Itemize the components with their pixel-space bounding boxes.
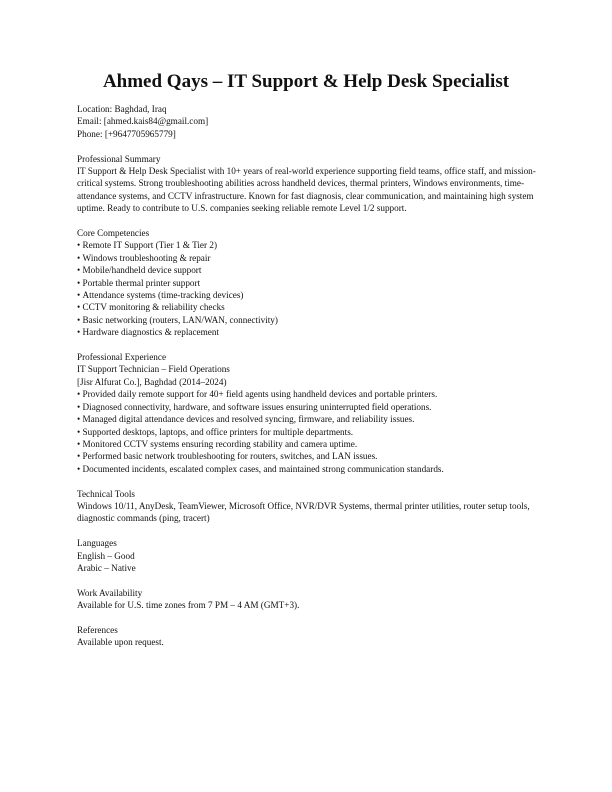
availability-section xyxy=(77,587,547,612)
list-item: • Remote IT Support (Tier 1 & Tier 2) xyxy=(77,239,547,251)
section-heading: Core Competencies xyxy=(77,228,150,239)
contact-location: Location: Baghdad, Iraq xyxy=(77,104,167,114)
list-item: • Performed basic network troubleshooting for routers, switches, and LAN issues. xyxy=(77,450,547,462)
list-item: • Provided daily remote support for 40+ field agents using handheld devices and portable printers. xyxy=(77,388,547,400)
contact-section xyxy=(77,103,547,140)
resume-body xyxy=(77,103,547,649)
experience-list xyxy=(77,388,547,475)
list-item: • Portable thermal printer support xyxy=(77,277,547,289)
page-title: Ahmed Qays – IT Support & Help Desk Specialist xyxy=(102,71,510,92)
competencies-section xyxy=(77,227,547,339)
list-item: • Mobile/handheld device support xyxy=(77,264,547,276)
section-heading: References xyxy=(77,624,118,635)
list-item: • Supported desktops, laptops, and office printers for multiple departments. xyxy=(77,426,547,438)
list-item: • Attendance systems (time-tracking devices) xyxy=(77,289,547,301)
references-section xyxy=(77,624,547,649)
language-item: Arabic – Native xyxy=(77,562,136,573)
list-item: • CCTV monitoring & reliability checks xyxy=(77,301,547,313)
experience-section xyxy=(77,351,547,475)
tools-section xyxy=(77,488,547,525)
contact-phone: Phone: [+9647705965779] xyxy=(77,128,176,139)
experience-role: IT Support Technician – Field Operations xyxy=(77,364,230,375)
section-heading: Technical Tools xyxy=(77,488,135,499)
list-item: • Diagnosed connectivity, hardware, and software issues ensuring uninterrupted field operations. xyxy=(77,401,547,413)
competencies-list xyxy=(77,239,547,338)
list-item: • Monitored CCTV systems ensuring recording stability and camera uptime. xyxy=(77,438,547,450)
list-item: • Hardware diagnostics & replacement xyxy=(77,326,547,338)
list-item: • Basic networking (routers, LAN/WAN, connectivity) xyxy=(77,314,547,326)
section-heading: Languages xyxy=(77,538,117,549)
list-item: • Managed digital attendance devices and resolved syncing, firmware, and reliability issues. xyxy=(77,413,547,425)
references-text: Available upon request. xyxy=(77,637,164,648)
section-heading: Professional Summary xyxy=(77,153,161,164)
tools-text: Windows 10/11, AnyDesk, TeamViewer, Microsoft Office, NVR/DVR Systems, thermal printer utilities, router setup tools, diagnostic commands (ping, tracert) xyxy=(77,500,530,524)
section-heading: Work Availability xyxy=(77,587,143,598)
summary-text: IT Support & Help Desk Specialist with 10+ years of real-world experience supporting field teams, office staff, and mission-critical systems. Strong troubleshooting abilities across handheld devices, thermal printers, Windows environments, time-attendance systems, and CCTV infrastructure. Known for fast diagnosis, clear communication, and maintaining high system uptime. Ready to contribute to U.S. companies seeking reliable remote Level 1/2 support. xyxy=(77,166,536,214)
list-item: • Documented incidents, escalated complex cases, and maintained strong communication standards. xyxy=(77,463,547,475)
languages-section xyxy=(77,537,547,574)
language-item: English – Good xyxy=(77,550,135,561)
availability-text: Available for U.S. time zones from 7 PM – 4 AM (GMT+3). xyxy=(77,600,300,611)
summary-section xyxy=(77,153,547,215)
experience-company: [Jisr Alfurat Co.], Baghdad (2014–2024) xyxy=(77,376,227,387)
section-heading: Professional Experience xyxy=(77,352,167,363)
list-item: • Windows troubleshooting & repair xyxy=(77,252,547,264)
contact-email: Email: [ahmed.kais84@gmail.com] xyxy=(77,116,209,127)
